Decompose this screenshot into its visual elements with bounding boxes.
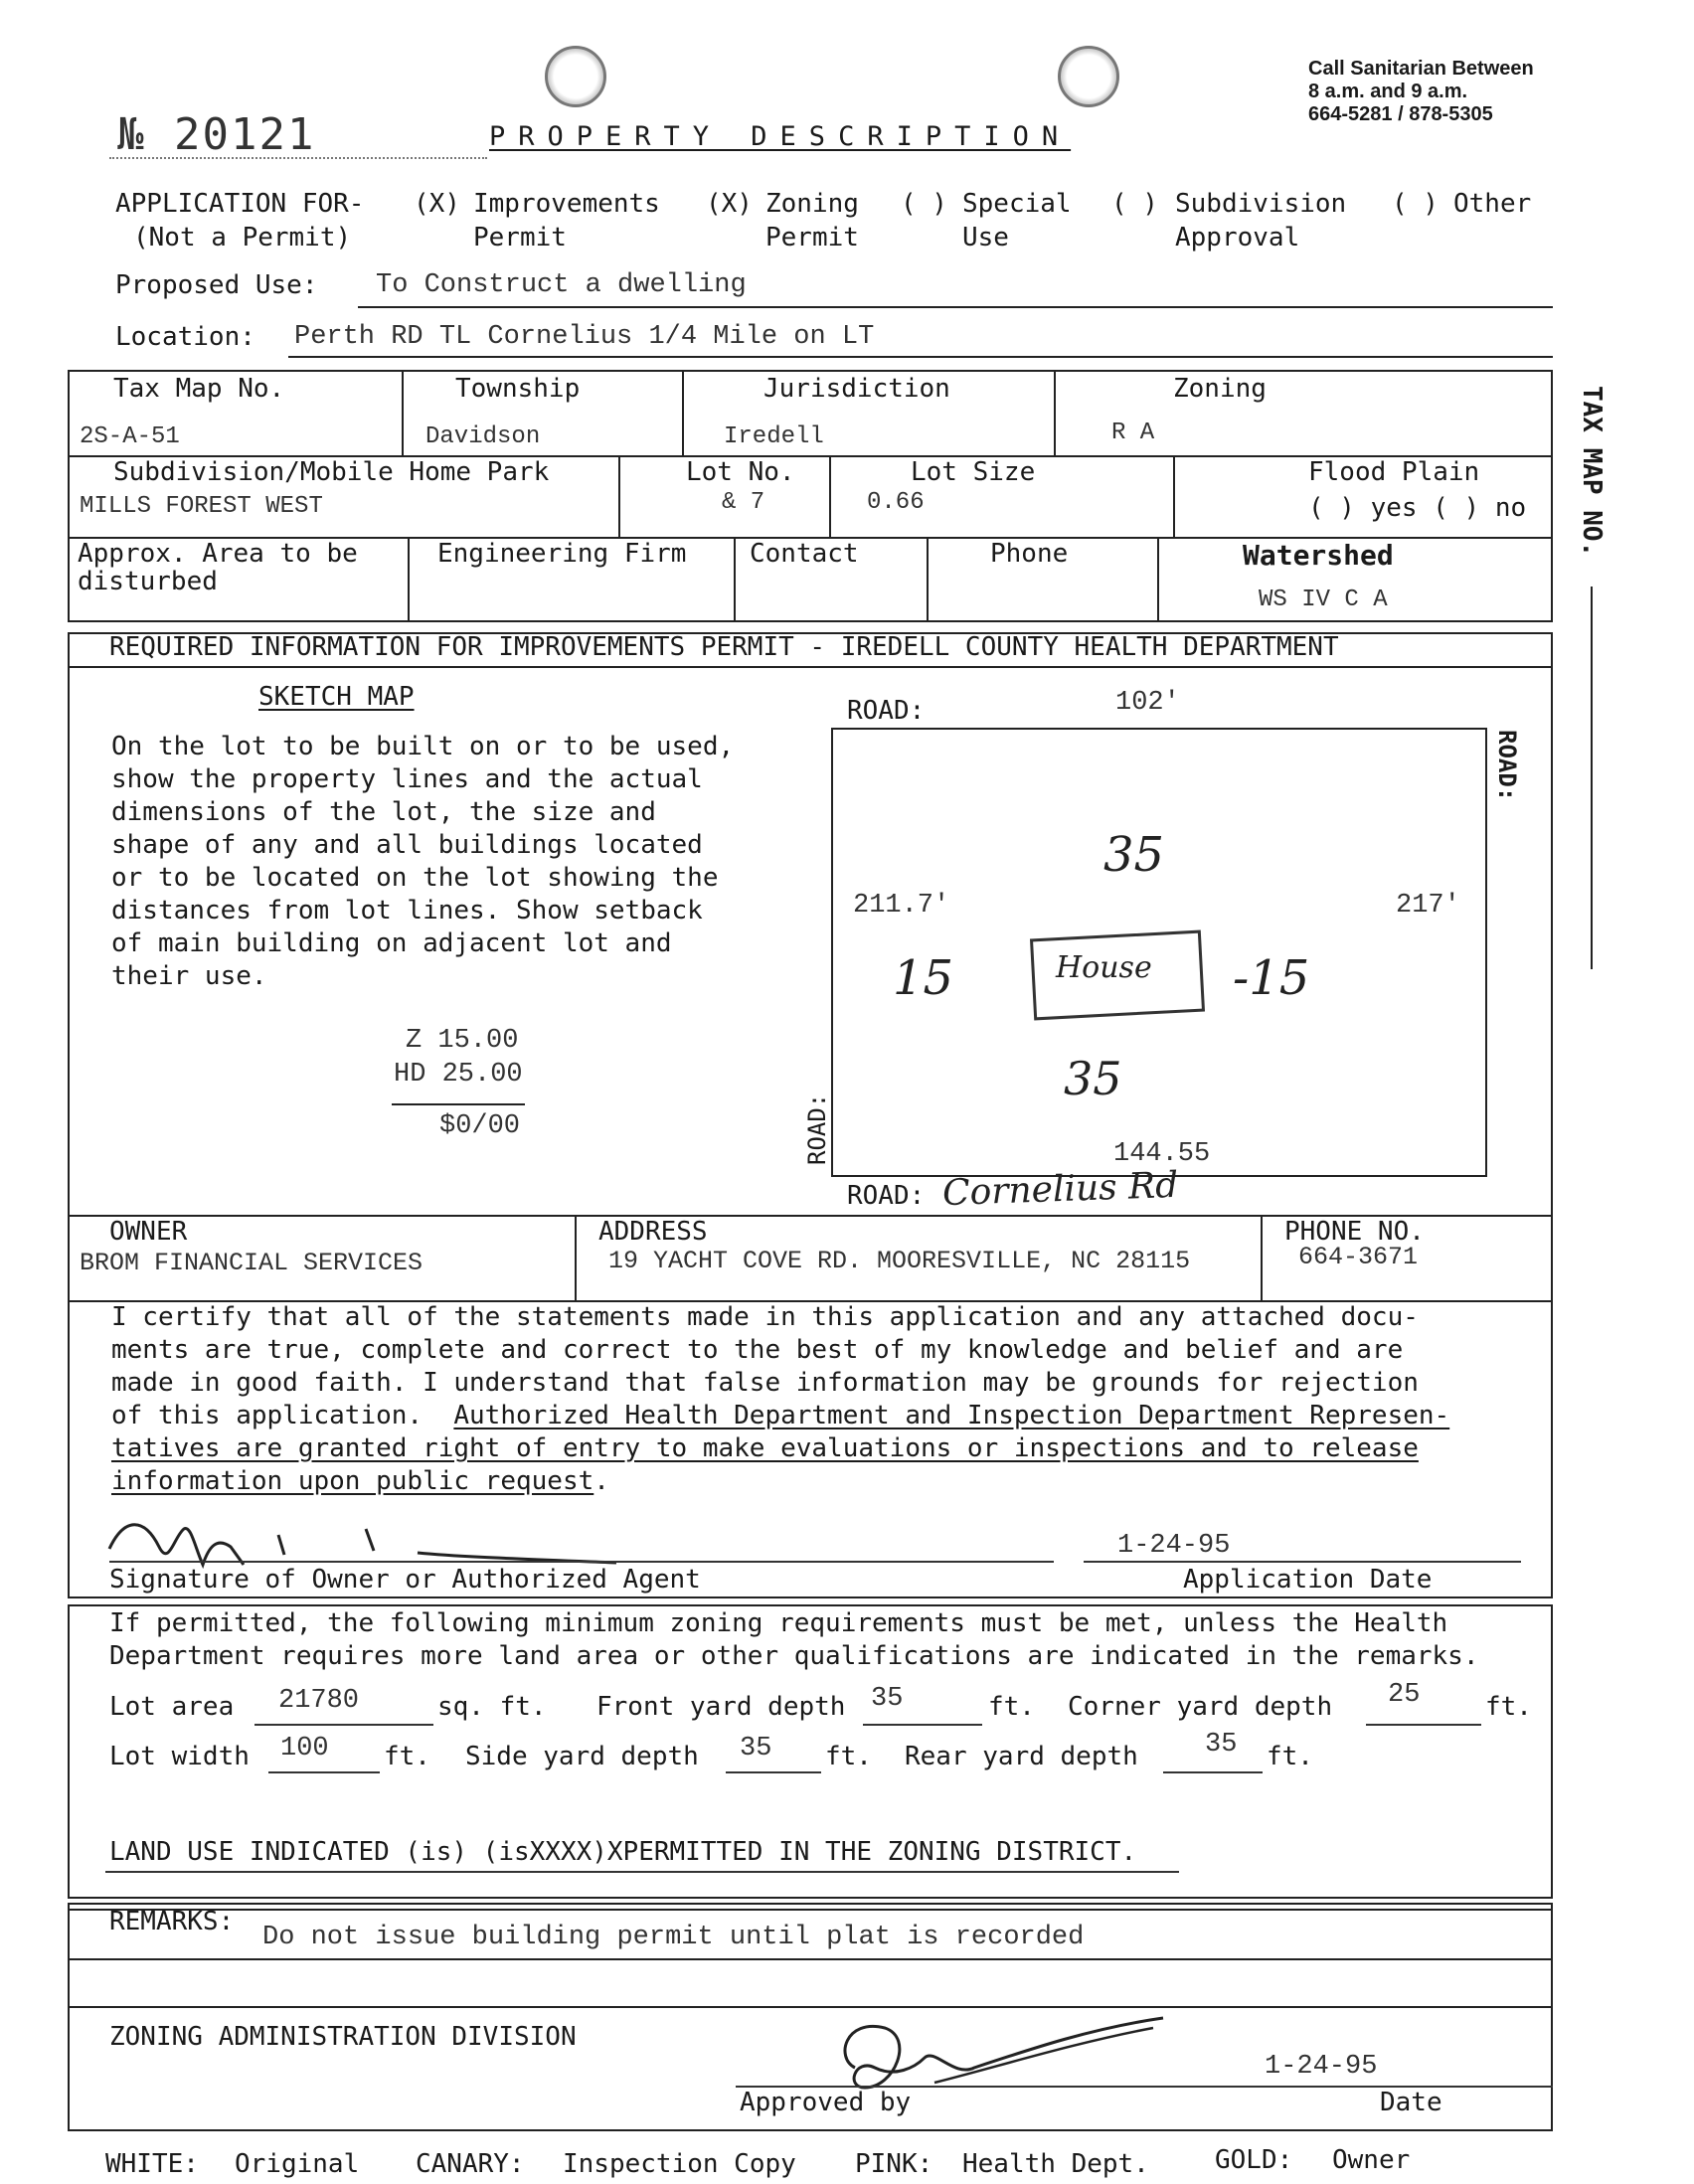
subdivision-mark[interactable]: ( ) [1111,189,1158,219]
cert-line-2: ments are true, complete and correct to the best of my knowledge and belief and are [111,1335,1404,1365]
tax-map-side-line [1591,587,1593,969]
lot-area-value[interactable]: 21780 [278,1686,360,1716]
cert-line-6-underlined: information upon public request [111,1466,594,1496]
watershed-value[interactable]: WS IV C A [1259,587,1388,613]
call-note-1: Call Sanitarian Between [1308,58,1534,80]
punch-hole-right [1058,46,1119,107]
application-date-label: Application Date [1183,1565,1433,1595]
land-use-underline [105,1871,1179,1873]
phone-label: Phone [990,539,1069,569]
address-value[interactable]: 19 YACHT COVE RD. MOORESVILLE, NC 28115 [608,1247,1191,1275]
signature-line [109,1561,1054,1563]
sketch-left-setback: 15 [893,950,954,1006]
application-label: APPLICATION FOR- [115,189,365,219]
improvements-label-2: Permit [473,223,567,252]
lot-area-unit: sq. ft. [437,1692,547,1722]
grid-v7 [408,537,410,622]
instruction-line-3: dimensions of the lot, the size and [111,797,656,827]
special-use-label-2: Use [962,223,1009,252]
side-yard-label: Side yard depth [465,1742,699,1771]
owner-value[interactable]: BROM FINANCIAL SERVICES [80,1249,424,1277]
zoning-permit-label-2: Permit [765,223,859,252]
application-date-value[interactable]: 1-24-95 [1117,1531,1231,1561]
remarks-label: REMARKS: [109,1907,235,1936]
engineering-firm-label: Engineering Firm [437,539,687,569]
rear-yard-line [1163,1771,1263,1773]
rear-yard-label: Rear yard depth [905,1742,1138,1771]
cert-line-6-end: . [593,1466,609,1496]
township-value[interactable]: Davidson [425,423,541,450]
sketch-right-setback: -15 [1233,950,1310,1006]
improvements-heading: REQUIRED INFORMATION FOR IMPROVEMENTS PERMIT - IREDELL COUNTY HEALTH DEPARTMENT [109,632,1339,662]
proposed-use-value[interactable]: To Construct a dwelling [376,270,747,300]
address-label: ADDRESS [598,1217,708,1247]
cert-line-4-underlined: Authorized Health Department and Inspection Department Represen- [453,1401,1450,1430]
footer-pink-value: Health Dept. [962,2149,1149,2179]
footer-canary-value: Inspection Copy [563,2149,796,2179]
corner-yard-label: Corner yard depth [1068,1692,1333,1722]
sketch-right-dim: 217' [1396,891,1460,921]
approved-by-label: Approved by [740,2088,912,2117]
land-use-statement: LAND USE INDICATED (is) (isXXXX)XPERMITTED IN THE ZONING DISTRICT. [109,1837,1137,1867]
subdivision-label-2: Approval [1175,223,1300,252]
grid-v9 [927,537,929,622]
other-label: Other [1453,189,1532,219]
sketch-rear-setback: 35 [1064,1052,1122,1105]
sketch-map-title: SKETCH MAP [258,682,415,712]
call-note-2: 8 a.m. and 9 a.m. [1308,81,1468,102]
corner-yard-line [1366,1724,1481,1726]
cert-line-4-plain: of this application. [111,1401,454,1430]
tax-map-label: Tax Map No. [113,374,285,404]
sketch-front-setback: 35 [1103,827,1165,883]
fee-sum-line [392,1103,525,1105]
footer-gold-value: Owner [1332,2145,1411,2175]
corner-yard-unit: ft. [1485,1692,1532,1722]
sketch-road-left-label: ROAD: [803,1092,831,1165]
owner-label: OWNER [109,1217,188,1247]
proposed-use-label: Proposed Use: [115,270,318,300]
lot-width-label: Lot width [109,1742,250,1771]
corner-yard-value[interactable]: 25 [1388,1680,1421,1710]
remarks-row-line-1 [68,1909,1553,1911]
cert-line-1: I certify that all of the statements made in this application and any attached docu- [111,1302,1419,1332]
call-note-3: 664-5281 / 878-5305 [1308,103,1493,125]
lot-width-unit: ft. [384,1742,430,1771]
not-a-permit-label: (Not a Permit) [133,223,352,252]
remarks-row-line-3 [68,2006,1553,2008]
cert-line-6 [111,1466,609,1496]
flood-plain-options[interactable]: ( ) yes ( ) no [1308,493,1527,523]
subdivision-label-1: Subdivision [1175,189,1347,219]
cert-line-4 [111,1401,1449,1430]
front-yard-value[interactable]: 35 [871,1684,904,1714]
instruction-line-2: show the property lines and the actual [111,764,703,794]
sketch-road-bottom-label: ROAD: [847,1181,926,1211]
jurisdiction-label: Jurisdiction [763,374,950,404]
remarks-row-line-2 [68,1958,1553,1960]
fee-health: HD 25.00 [394,1060,523,1090]
approval-date-value[interactable]: 1-24-95 [1265,2052,1378,2082]
flood-plain-label: Flood Plain [1308,457,1480,487]
lot-size-label: Lot Size [911,457,1036,487]
footer-white-label: WHITE: [105,2149,199,2179]
contact-label: Contact [750,539,859,569]
sketch-bottom-dim: 144.55 [1113,1139,1211,1169]
grid-v5 [829,455,831,537]
footer-white-value: Original [235,2149,360,2179]
owner-v1 [575,1215,577,1302]
improvements-mark[interactable]: (X) [414,189,460,219]
fee-total: $0/00 [439,1111,521,1141]
phone-no-value[interactable]: 664-3671 [1298,1243,1419,1271]
application-date-line [1084,1561,1521,1563]
improvements-label-1: Improvements [473,189,660,219]
zoning-permit-mark[interactable]: (X) [706,189,753,219]
lot-area-label: Lot area [109,1692,235,1722]
owner-v2 [1261,1215,1263,1302]
grid-v8 [734,537,736,622]
township-label: Township [455,374,581,404]
subdivision-label: Subdivision/Mobile Home Park [113,457,550,487]
lot-width-line [268,1771,380,1773]
footer-canary-label: CANARY: [416,2149,525,2179]
grid-v4 [618,455,620,537]
side-yard-unit: ft. [825,1742,872,1771]
footer-gold-label: GOLD: [1215,2145,1293,2175]
instruction-line-8: their use. [111,961,267,991]
zoning-label: Zoning [1173,374,1267,404]
watershed-label: Watershed [1243,539,1394,572]
instruction-line-5: or to be located on the lot showing the [111,863,719,893]
remarks-value[interactable]: Do not issue building permit until plat is recorded [262,1923,1085,1952]
front-yard-label: Front yard depth [596,1692,846,1722]
subdivision-value[interactable]: MILLS FOREST WEST [80,493,323,520]
side-yard-line [726,1771,821,1773]
proposed-use-line [358,306,1553,308]
grid-v2 [682,370,684,455]
sketch-house-label: House [1056,950,1152,985]
front-yard-line [863,1724,982,1726]
footer-pink-label: PINK: [855,2149,933,2179]
grid-v6 [1173,455,1175,537]
zoning-division-label: ZONING ADMINISTRATION DIVISION [109,2022,577,2052]
lot-no-label: Lot No. [686,457,795,487]
lot-width-value[interactable]: 100 [280,1734,329,1764]
zoning-permit-label-1: Zoning [765,189,859,219]
signature-label: Signature of Owner or Authorized Agent [109,1565,701,1595]
tax-map-value[interactable]: 2S-A-51 [80,423,180,450]
rear-yard-unit: ft. [1267,1742,1313,1771]
special-use-label-1: Special [962,189,1072,219]
sketch-road-top-label: ROAD: [847,696,926,726]
instruction-line-4: shape of any and all buildings located [111,830,703,860]
cert-line-5: tatives are granted right of entry to make evaluations or inspections and to release [111,1433,1419,1463]
side-yard-value[interactable]: 35 [740,1734,772,1764]
other-mark[interactable]: ( ) [1392,189,1439,219]
sketch-bottom-road-name: Cornelius Rd [941,1164,1179,1215]
lot-no-value[interactable]: & 7 [722,489,765,516]
lot-area-line [254,1724,433,1726]
phone-no-label: PHONE NO. [1284,1217,1425,1247]
rear-yard-value[interactable]: 35 [1205,1730,1238,1760]
punch-hole-left [545,46,606,107]
jurisdiction-value[interactable]: Iredell [724,423,824,450]
sketch-top-dim: 102' [1115,688,1180,718]
approx-area-label-2: disturbed [78,567,218,596]
instruction-line-7: of main building on adjacent lot and [111,928,672,958]
sketch-road-right-label: ROAD: [1493,730,1521,802]
grid-v1 [402,370,404,455]
special-use-mark[interactable]: ( ) [901,189,947,219]
fee-zoning: Z 15.00 [406,1026,519,1056]
approx-area-label-1: Approx. Area to be [78,539,358,569]
page-title: PROPERTY DESCRIPTION [489,121,1072,152]
form-number-dots [109,157,487,159]
cert-line-3: made in good faith. I understand that false information may be grounds for rejection [111,1368,1419,1398]
front-yard-unit: ft. [988,1692,1035,1722]
zoning-req-line-2: Department requires more land area or other qualifications are indicated in the remarks. [109,1641,1479,1671]
tax-map-side-label: TAX MAP NO. [1577,386,1607,558]
instruction-line-6: distances from lot lines. Show setback [111,896,703,925]
location-line [288,356,1553,358]
location-label: Location: [115,322,255,352]
zoning-value[interactable]: R A [1111,420,1155,446]
grid-v10 [1157,537,1159,622]
grid-v3 [1054,370,1056,455]
location-value[interactable]: Perth RD TL Cornelius 1/4 Mile on LT [294,322,875,352]
zoning-req-line-1: If permitted, the following minimum zoning requirements must be met, unless the Health [109,1608,1448,1638]
lot-size-value[interactable]: 0.66 [867,489,925,516]
improvements-heading-line [68,666,1553,668]
sketch-left-dim: 211.7' [853,891,950,921]
approval-date-label: Date [1380,2088,1442,2117]
instruction-line-1: On the lot to be built on or to be used, [111,732,735,761]
form-number: № 20121 [117,109,316,160]
